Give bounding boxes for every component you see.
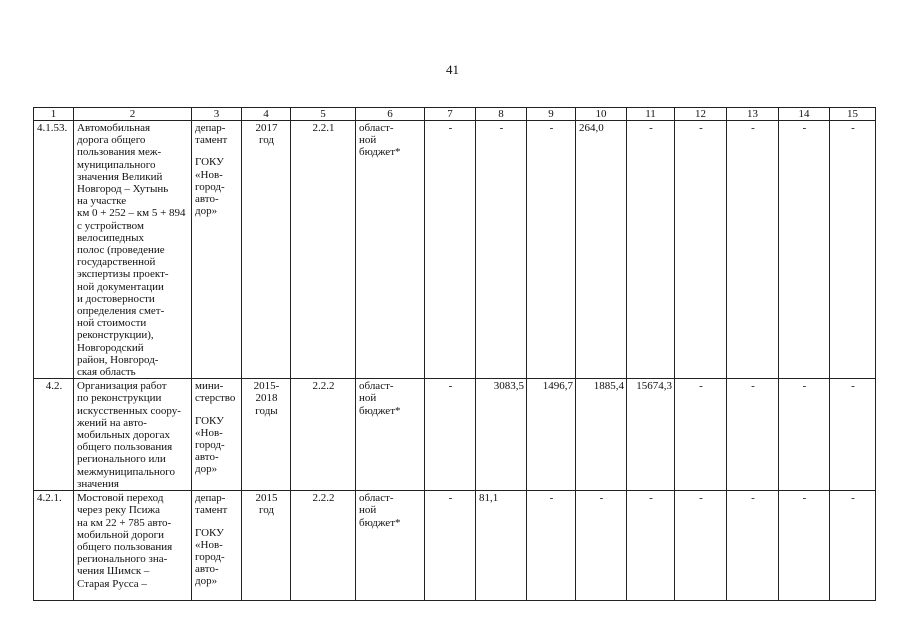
column-number-row xyxy=(34,108,876,121)
column-number: 6 xyxy=(356,108,425,121)
executor-ministry: мини- стерство xyxy=(195,380,236,405)
funding-source: област- ной бюджет* xyxy=(356,121,425,379)
amount-cell: - xyxy=(576,491,627,601)
column-number: 13 xyxy=(727,108,779,121)
executor xyxy=(192,379,242,491)
amount-cell: - xyxy=(779,379,830,491)
page-number: 41 xyxy=(446,62,459,77)
column-number: 10 xyxy=(576,108,627,121)
table-row xyxy=(34,379,876,491)
amount-cell: 1496,7 xyxy=(527,379,576,491)
item-number: 4.1.53. xyxy=(34,121,74,379)
funding-source: област- ной бюджет* xyxy=(356,491,425,601)
executor-goku: ГОКУ «Нов- город- авто- дор» xyxy=(195,156,225,218)
column-number: 7 xyxy=(425,108,476,121)
target-code: 2.2.1 xyxy=(291,121,356,379)
executor-goku: ГОКУ «Нов- город- авто- дор» xyxy=(195,414,225,476)
item-number: 4.2. xyxy=(34,379,74,491)
column-number: 2 xyxy=(74,108,192,121)
amount-cell: - xyxy=(727,491,779,601)
table-row xyxy=(34,491,876,601)
column-number: 4 xyxy=(242,108,291,121)
amount-cell: - xyxy=(425,379,476,491)
amount-cell: - xyxy=(476,121,527,379)
amount-cell: - xyxy=(830,379,876,491)
amount-cell: - xyxy=(779,121,830,379)
column-number: 3 xyxy=(192,108,242,121)
column-number: 15 xyxy=(830,108,876,121)
amount-cell: - xyxy=(779,491,830,601)
column-number: 8 xyxy=(476,108,527,121)
amount-cell: 81,1 xyxy=(476,491,527,601)
period: 2015- 2018 годы xyxy=(242,379,291,491)
amount-cell: 3083,5 xyxy=(476,379,527,491)
executor-department: депар- тамент xyxy=(195,122,228,147)
target-code: 2.2.2 xyxy=(291,491,356,601)
amount-cell: - xyxy=(830,121,876,379)
period: 2015 год xyxy=(242,491,291,601)
executor-goku: ГОКУ «Нов- город- авто- дор» xyxy=(195,526,225,588)
amount-cell: 15674,3 xyxy=(627,379,675,491)
column-number: 11 xyxy=(627,108,675,121)
executor xyxy=(192,121,242,379)
table-row xyxy=(34,121,876,379)
amount-cell: - xyxy=(675,491,727,601)
amount-cell: - xyxy=(425,121,476,379)
period: 2017 год xyxy=(242,121,291,379)
executor xyxy=(192,491,242,601)
column-number: 14 xyxy=(779,108,830,121)
column-number: 9 xyxy=(527,108,576,121)
amount-cell: - xyxy=(425,491,476,601)
amount-cell: - xyxy=(527,491,576,601)
amount-cell: - xyxy=(627,121,675,379)
program-table xyxy=(33,107,876,601)
amount-cell: - xyxy=(727,121,779,379)
amount-cell: - xyxy=(675,379,727,491)
amount-cell: - xyxy=(727,379,779,491)
funding-source: област- ной бюджет* xyxy=(356,379,425,491)
item-number: 4.2.1. xyxy=(34,491,74,601)
amount-cell: 264,0 xyxy=(576,121,627,379)
amount-cell: - xyxy=(675,121,727,379)
amount-cell: - xyxy=(830,491,876,601)
amount-cell: - xyxy=(527,121,576,379)
item-name: Организация работ по реконструкции искусственных соору- жений на авто- мобильных дорогах общего пользования регионального или межмуниципального значения xyxy=(74,379,192,491)
amount-cell: - xyxy=(627,491,675,601)
target-code: 2.2.2 xyxy=(291,379,356,491)
item-name: Автомобильная дорога общего пользования меж- муниципального значения Великий Новгород – Хутынь на участке км 0 + 252 – км 5 + 894 с устройством велосипедных полос (проведение государственной экспертизы проект- ной документации и достоверности определения смет- ной стоимости реконструкции), Новгородский район, Новгород- ская область xyxy=(74,121,192,379)
amount-cell: 1885,4 xyxy=(576,379,627,491)
column-number: 1 xyxy=(34,108,74,121)
column-number: 12 xyxy=(675,108,727,121)
item-name: Мостовой переход через реку Псижа на км 22 + 785 авто- мобильной дороги общего пользования регионального зна- чения Шимск – Старая Русса – xyxy=(74,491,192,601)
executor-department: депар- тамент xyxy=(195,492,228,517)
column-number: 5 xyxy=(291,108,356,121)
